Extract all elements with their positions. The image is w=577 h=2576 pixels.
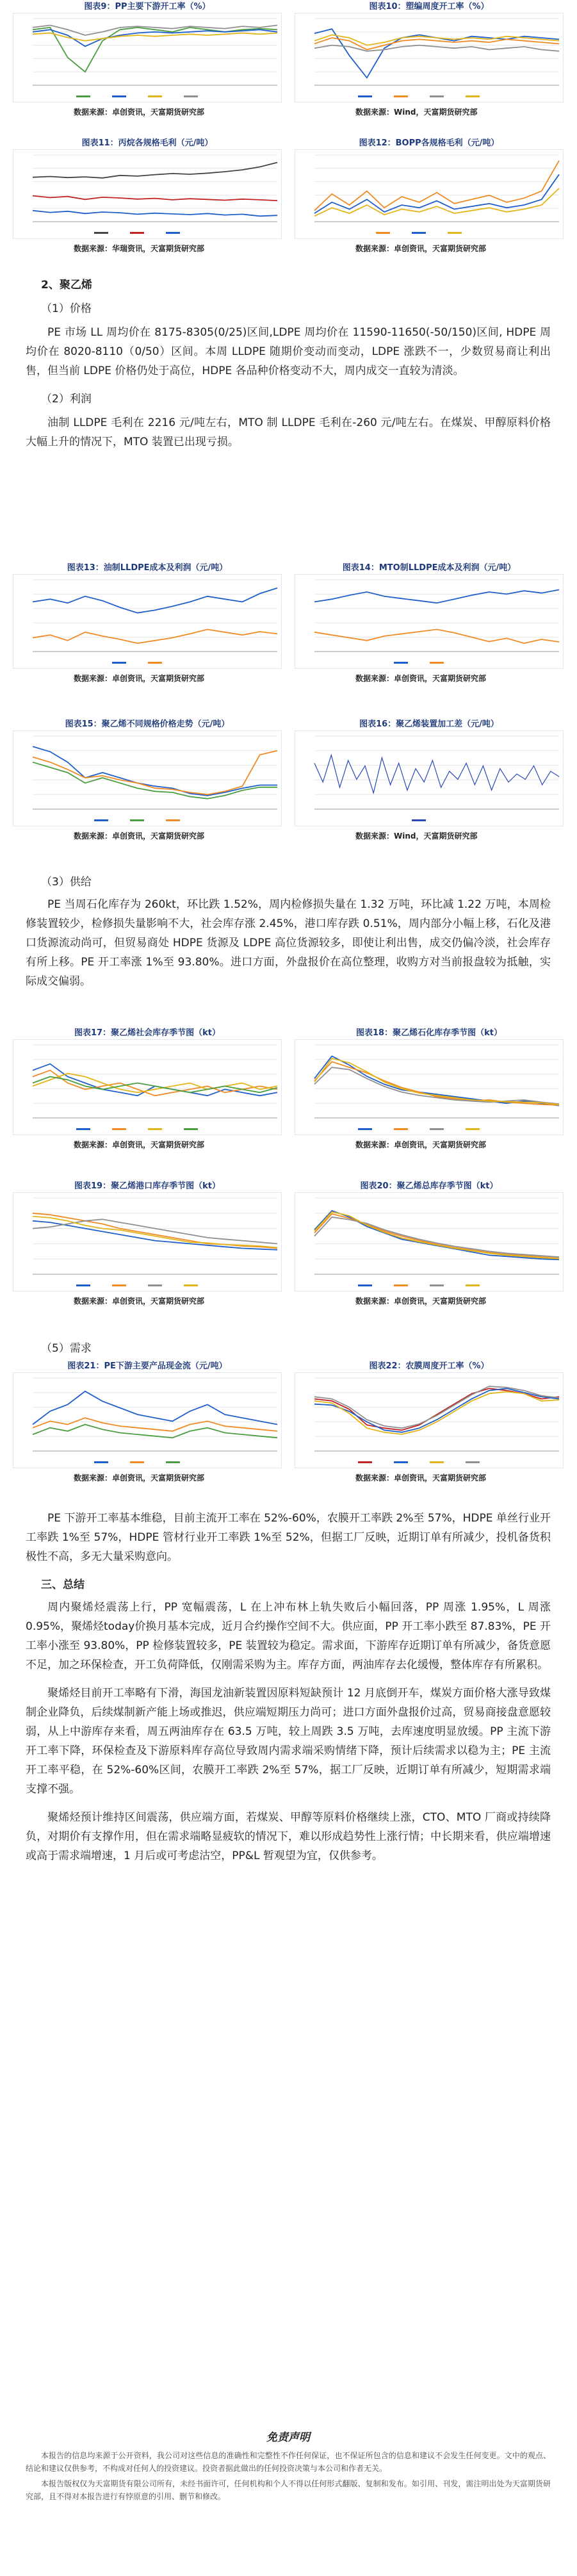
line-chart: [13, 730, 282, 826]
chart-title: 图表18：聚乙烯石化库存季节图（kt）: [356, 1028, 502, 1038]
series-line: [314, 1388, 559, 1430]
line-chart: [295, 1192, 564, 1292]
series-line: [33, 588, 277, 613]
line-chart: [13, 13, 282, 103]
chart-title: 图表10：塑编周度开工率（%）: [369, 2, 489, 12]
legend-swatch: [412, 819, 426, 821]
series-line: [33, 751, 277, 794]
chart-source: 数据来源：卓创资讯，天富期货研究部: [355, 1140, 487, 1149]
chart-pp-downstream-operating-rate: [13, 1, 282, 117]
series-line: [33, 28, 277, 72]
chart-title: 图表9：PP主要下游开工率（%）: [84, 2, 211, 12]
series-line: [314, 1217, 559, 1257]
chart-source: 数据来源：卓创资讯，天富期货研究部: [74, 1473, 205, 1482]
legend-swatch: [148, 1284, 162, 1286]
chart-pe-port-inventory: [13, 1181, 282, 1306]
chart-row-1: [13, 1, 564, 117]
chart-source: 数据来源：卓创资讯，天富期货研究部: [74, 1140, 205, 1149]
chart-source: 数据来源：卓创资讯，天富期货研究部: [355, 1473, 487, 1482]
legend-swatch: [94, 232, 108, 234]
legend-swatch: [130, 232, 144, 234]
series-line: [33, 1213, 277, 1249]
chart-source: 数据来源：华瑞资讯，天富期货研究部: [74, 244, 205, 253]
legend-swatch: [130, 1461, 144, 1463]
chart-row-6: [13, 1181, 564, 1306]
line-chart: [13, 574, 282, 669]
series-line: [314, 38, 559, 50]
chart-source: 数据来源：Wind，天富期货研究部: [355, 108, 478, 117]
disclaimer-paragraph: 本报告版权仅为天富期货有限公司所有，未经书面许可，任何机构和个人不得以任何形式翻版、复制和发布。如引用、刊发，需注明出处为天富期货研究部，且不得对本报告进行有悖原意的引用、删节和修改。: [26, 2479, 551, 2501]
disclaimer: [26, 2428, 551, 2506]
series-line: [33, 1425, 277, 1438]
series-line: [314, 45, 559, 51]
legend-swatch: [448, 232, 462, 234]
section-heading: 2、聚乙烯: [41, 279, 92, 291]
chart-title: 图表22：农膜周度开工率（%）: [369, 1361, 489, 1371]
chart-woven-bag-operating-rate: [295, 1, 564, 117]
legend-swatch: [166, 819, 180, 821]
legend-swatch: [358, 1461, 372, 1463]
line-chart: [13, 1039, 282, 1135]
paragraph: PE 当周石化库存为 260kt，环比跌 1.52%，周内检修损失量在 1.32 万吨，环比减 1.22 万吨，本周检修装置较少，检修损失量影响不大，社会库存涨 2.45%，港口库存跌 0.51%，周内部分小幅上移，石化及港口货源流动尚可，但贸易商处 HDPE 货源及 LDPE 高位货源较多，即使让利出售，成交仍偏冷淡，社会库存有所上移。PE 开工率涨 1%至 93.80%。进口方面，外盘报价在高位整理，收购方对当前报盘较为抵触，实际成交偏弱。: [26, 898, 551, 988]
line-chart: [295, 1372, 564, 1468]
line-chart: [13, 149, 282, 239]
legend-swatch: [430, 1461, 444, 1463]
series-line: [33, 762, 277, 799]
series-line: [33, 211, 277, 217]
chart-row-2: [13, 138, 564, 253]
section-heading: 三、总结: [41, 1579, 85, 1591]
legend-swatch: [76, 1128, 90, 1130]
section-demand: [26, 1339, 551, 1355]
legend-swatch: [148, 95, 162, 97]
section-polyethylene-price: [26, 275, 551, 452]
chart-pe-petrochemical-inventory: [295, 1028, 564, 1149]
legend-swatch: [184, 1128, 198, 1130]
legend-swatch: [430, 1128, 444, 1130]
line-chart: [295, 730, 564, 826]
legend-swatch: [358, 1128, 372, 1130]
legend-swatch: [148, 662, 162, 664]
legend-swatch: [112, 95, 126, 97]
legend-swatch: [412, 232, 426, 234]
chart-title: 图表16：聚乙烯装置加工差（元/吨）: [359, 719, 499, 729]
legend-swatch: [94, 1461, 108, 1463]
series-line: [33, 1391, 277, 1425]
series-line: [33, 630, 277, 644]
legend-swatch: [166, 1461, 180, 1463]
legend-swatch: [466, 1128, 480, 1130]
chart-pe-processing-spread: [295, 719, 564, 841]
series-line: [33, 1217, 277, 1248]
chart-title: 图表21：PE下游主要产品现金流（元/吨）: [67, 1361, 227, 1371]
chart-bopp-margin: [295, 138, 564, 253]
series-line: [314, 630, 559, 644]
legend-swatch: [112, 1128, 126, 1130]
legend-swatch: [112, 1284, 126, 1286]
chart-title: 图表13：油制LLDPE成本及利润（元/吨）: [67, 563, 228, 573]
legend-swatch: [466, 1461, 480, 1463]
chart-pe-social-inventory: [13, 1028, 282, 1149]
chart-pe-total-inventory: [295, 1181, 564, 1306]
paragraph: PE 下游开工率基本维稳，目前主流开工率在 52%-60%，农膜开工率跌 2%至 57%，HDPE 单丝行业开工率跌 1%至 57%，HDPE 管材行业开工率跌 1%至 52%，但据工厂反映，近期订单有所减少，投机备货积极性不高，多无大量采购意向。: [26, 1512, 551, 1563]
legend-swatch: [394, 1284, 408, 1286]
chart-row-4: [13, 719, 564, 841]
chart-row-7: [13, 1361, 564, 1482]
subsection-heading: （2）利润: [41, 393, 92, 406]
legend-swatch: [76, 95, 90, 97]
chart-source: 数据来源：卓创资讯，天富期货研究部: [74, 108, 205, 117]
subsection-heading: （3）供给: [41, 876, 92, 889]
chart-source: 数据来源：卓创资讯，天富期货研究部: [74, 1297, 205, 1306]
line-chart: [295, 13, 564, 103]
legend-swatch: [394, 1461, 408, 1463]
legend-swatch: [394, 662, 408, 664]
chart-row-3: [13, 562, 564, 683]
chart-agri-film-operating-rate: [295, 1361, 564, 1482]
chart-title: 图表11：丙烷各规格毛利（元/吨）: [81, 138, 213, 148]
series-line: [33, 1418, 277, 1431]
disclaimer-title: 免责声明: [266, 2431, 310, 2444]
chart-source: 数据来源：卓创资讯，天富期货研究部: [355, 244, 487, 253]
legend-swatch: [358, 1284, 372, 1286]
chart-source: 数据来源：卓创资讯，天富期货研究部: [74, 832, 205, 841]
series-line: [33, 1219, 277, 1243]
line-chart: [13, 1192, 282, 1292]
line-chart: [295, 149, 564, 239]
series-line: [314, 755, 559, 793]
chart-propane-margin: [13, 138, 282, 253]
line-chart: [295, 1039, 564, 1135]
series-line: [314, 174, 559, 213]
chart-title: 图表14：MTO制LLDPE成本及利润（元/吨）: [342, 563, 516, 573]
chart-source: 数据来源：卓创资讯，天富期货研究部: [355, 674, 487, 683]
chart-title: 图表19：聚乙烯港口库存季节图（kt）: [74, 1181, 220, 1191]
series-line: [314, 1211, 559, 1259]
paragraph: 聚烯烃目前开工率略有下滑，海国龙油新装置因原料短缺预计 12 月底倒开车，煤炭方面价格大涨导致煤制企业降负，后续煤制新产能上场或推迟，供应端短期压力尚可；进口方面外盘报价过高，贸易商接盘意愿较弱，从上中游库存来看，周五两油库存在 63.5 万吨，较上周跌 3.5 万吨，去库速度明显放缓。PP 主流下游开工率下降，环保检查及下游原料库存高位导致周内需求端采购情绪下降，预计后续需求以稳为主；PE 主流开工率平稳，在 52%-60%区间，农膜开工率跌 2%至 57%，据工厂反映，近期订单有所减少，短期需求端支撑不强。: [26, 1687, 551, 1796]
series-line: [33, 163, 277, 178]
chart-title: 图表15：聚乙烯不同规格价格走势（元/吨）: [65, 719, 230, 729]
series-line: [314, 29, 559, 78]
legend-swatch: [130, 819, 144, 821]
disclaimer-paragraph: 本报告的信息均来源于公开资料，我公司对这些信息的准确性和完整性不作任何保证，也不保证所包含的信息和建议不会发生任何变更。文中的观点、结论和建议仅供参考，不构成对任何人的投资建议。投资者据此做出的任何投资决策与本公司和作者无关。: [26, 2451, 551, 2473]
chart-mto-lldpe-cost-profit: [295, 562, 564, 683]
series-line: [33, 1064, 277, 1096]
legend-swatch: [430, 95, 444, 97]
line-chart: [13, 1372, 282, 1468]
legend-swatch: [148, 1128, 162, 1130]
legend-swatch: [430, 1284, 444, 1286]
legend-swatch: [166, 232, 180, 234]
series-line: [314, 1062, 559, 1105]
legend-swatch: [358, 95, 372, 97]
line-chart: [295, 574, 564, 669]
legend-swatch: [430, 662, 444, 664]
legend-swatch: [94, 819, 108, 821]
chart-pe-price-trend: [13, 719, 282, 841]
legend-swatch: [466, 95, 480, 97]
legend-swatch: [184, 1284, 198, 1286]
legend-swatch: [184, 95, 198, 97]
section-summary: [26, 1509, 551, 1866]
chart-oil-lldpe-cost-profit: [13, 562, 282, 683]
paragraph: 聚烯烃预计维持区间震荡，供应端方面，若煤炭、甲醇等原料价格继续上涨，CTO、MTO 厂商或持续降负，对期价有支撑作用，但在需求端略显疲软的情况下，难以形成趋势性上涨行情；中长期来看，供应端增速或高于需求端增速，1 月后或可考虑沽空，PP&L 暂观望为宜，仅供参考。: [26, 1811, 551, 1862]
legend-swatch: [466, 1284, 480, 1286]
chart-row-5: [13, 1028, 564, 1149]
paragraph: PE 市场 LL 周均价在 8175-8305(0/25)区间,LDPE 周均价在 11590-11650(-50/150)区间, HDPE 周均价在 8020-8110（0/50）区间。本周 LLDPE 随期价变动而变动，LDPE 涨跌不一，少数贸易商让利出售，但当前 LDPE 价格仍处于高位，HDPE 各品种价格变动不大，周内成交一直较为清淡。: [26, 326, 551, 377]
legend-swatch: [376, 232, 390, 234]
series-line: [314, 590, 559, 603]
legend-swatch: [76, 1284, 90, 1286]
section-supply: [26, 873, 551, 991]
series-line: [314, 1067, 559, 1104]
chart-source: 数据来源：卓创资讯，天富期货研究部: [355, 1297, 487, 1306]
chart-title: 图表17：聚乙烯社会库存季节图（kt）: [74, 1028, 220, 1038]
legend-swatch: [394, 95, 408, 97]
paragraph: 周内聚烯烃震荡上行，PP 宽幅震荡，L 在上冲布林上轨失败后小幅回落，PP 周涨 1.95%，L 周涨 0.95%，聚烯烃today价换月基本完成，近月合约操作空间不大。供应面，PP 开工率小跌至 87.83%，PE 开工率小涨至 93.80%，PP 检修装置较多，PE 装置较为稳定。需求面，下游库存近期订单有所减少，备货意愿不足，加之环保检查，开工负荷降低，仅刚需采购为主。库存方面，两油库存去化缓慢，整体库存有所累积。: [26, 1601, 551, 1671]
legend-swatch: [112, 662, 126, 664]
subsection-heading: （1）价格: [41, 302, 92, 315]
subsection-heading: （5）需求: [41, 1342, 92, 1355]
chart-title: 图表20：聚乙烯总库存季节图（kt）: [360, 1181, 498, 1191]
chart-title: 图表12：BOPP各规格毛利（元/吨）: [359, 138, 500, 148]
series-line: [33, 196, 277, 201]
chart-source: 数据来源：Wind，天富期货研究部: [355, 832, 478, 841]
legend-swatch: [394, 1128, 408, 1130]
paragraph: 油制 LLDPE 毛利在 2216 元/吨左右，MTO 制 LLDPE 毛利在-260 元/吨左右。在煤炭、甲醇原料价格大幅上升的情况下，MTO 装置已出现亏损。: [26, 416, 551, 448]
chart-pe-downstream-cashflow: [13, 1361, 282, 1482]
chart-source: 数据来源：卓创资讯，天富期货研究部: [74, 674, 205, 683]
